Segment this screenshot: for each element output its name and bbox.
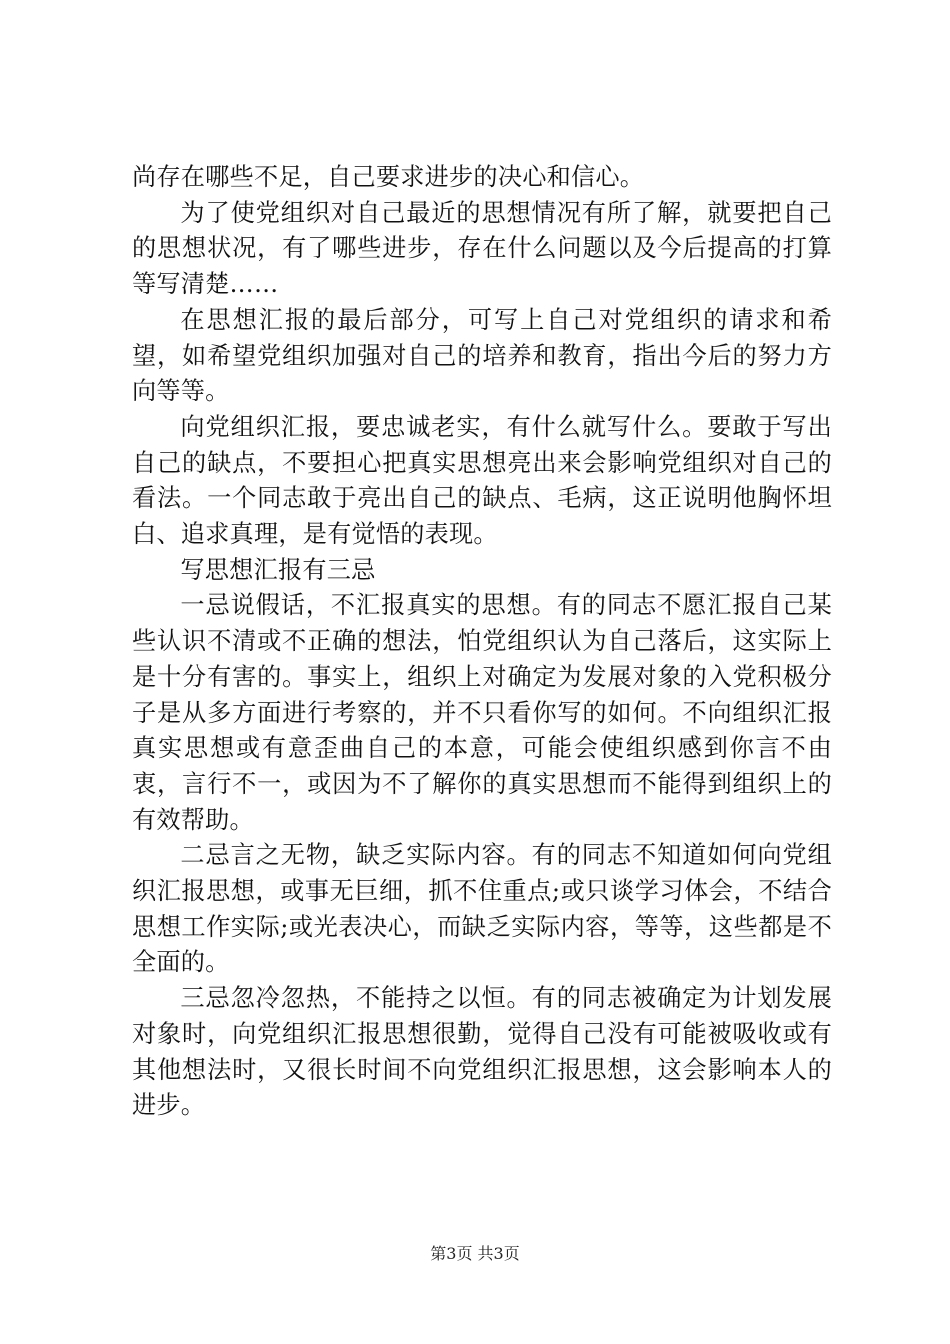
paragraph-final-section: 在思想汇报的最后部分，可写上自己对党组织的请求和希望，如希望党组织加强对自己的培养和教育，指出今后的努力方向等等。 bbox=[132, 305, 832, 406]
page-number-label: 第3页 共3页 bbox=[430, 1244, 520, 1263]
document-body bbox=[132, 160, 832, 1124]
paragraph-continuation: 尚存在哪些不足，自己要求进步的决心和信心。 bbox=[132, 163, 645, 191]
paragraph-taboo-one: 一忌说假话，不汇报真实的思想。有的同志不愿汇报自己某些认识不清或不正确的想法，怕党组织认为自己落后，这实际上是十分有害的。事实上，组织上对确定为发展对象的入党积极分子是从多方面进行考察的，并不只看你写的如何。不向组织汇报真实思想或有意歪曲自己的本意，可能会使组织感到你言不由衷，言行不一，或因为不了解你的真实思想而不能得到组织上的有效帮助。 bbox=[132, 591, 832, 834]
paragraph-honesty: 向党组织汇报，要忠诚老实，有什么就写什么。要敢于写出自己的缺点，不要担心把真实思想亮出来会影响党组织对自己的看法。一个同志敢于亮出自己的缺点、毛病，这正说明他胸怀坦白、追求真理，是有觉悟的表现。 bbox=[132, 412, 832, 549]
paragraph-taboo-two: 二忌言之无物，缺乏实际内容。有的同志不知道如何向党组织汇报思想，或事无巨细，抓不住重点;或只谈学习体会，不结合思想工作实际;或光表决心，而缺乏实际内容，等等，这些都是不全面的。 bbox=[132, 841, 832, 977]
paragraph-purpose: 为了使党组织对自己最近的思想情况有所了解，就要把自己的思想状况，有了哪些进步，存在什么问题以及今后提高的打算等写清楚…… bbox=[132, 198, 832, 299]
page-footer bbox=[0, 1244, 950, 1264]
paragraph-taboo-three: 三忌忽冷忽热，不能持之以恒。有的同志被确定为计划发展对象时，向党组织汇报思想很勤，觉得自己没有可能被吸收或有其他想法时，又很长时间不向党组织汇报思想，这会影响本人的进步。 bbox=[132, 984, 832, 1120]
section-heading-three-taboos: 写思想汇报有三忌 bbox=[180, 555, 376, 584]
